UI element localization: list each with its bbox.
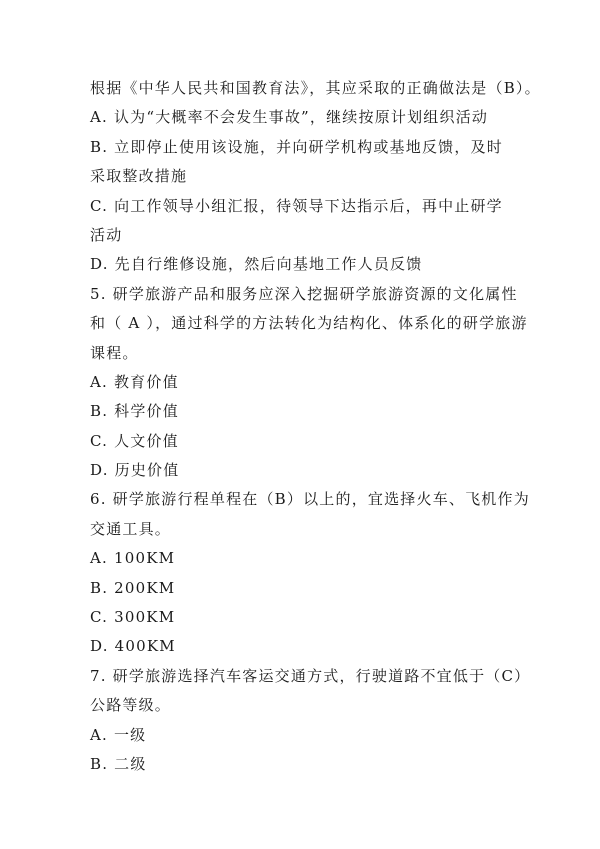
text-line-q4-option-a: A. 认为“大概率不会发生事故”，继续按原计划组织活动: [90, 108, 489, 127]
text-line-q5-stem-cont: 和（ A ），通过科学的方法转化为结构化、体系化的研学旅游: [90, 314, 528, 333]
text-line-q4-option-c-cont: 活动: [90, 225, 123, 244]
text-line-q5-stem-end: 课程。: [90, 343, 139, 362]
text-line-q6-option-b: B. 200KM: [90, 578, 176, 597]
text-line-q4-option-b-cont: 采取整改措施: [90, 167, 188, 186]
text-line-q5-option-d: D. 历史价值: [90, 461, 180, 480]
text-line-q4-stem-end: 根据《中华人民共和国教育法》，其应采取的正确做法是（B）。: [90, 79, 541, 97]
text-line-q7-option-b: B. 二级: [90, 754, 147, 773]
document-body: [90, 74, 541, 779]
text-line-q6-option-a: A. 100KM: [90, 549, 176, 568]
text-line-q4-option-d: D. 先自行维修设施，然后向基地工作人员反馈: [90, 255, 423, 274]
text-line-q6-option-d: D. 400KM: [90, 637, 176, 656]
text-line-q6-stem: 6. 研学旅游行程单程在（B）以上的，宜选择火车、飞机作为: [90, 490, 530, 509]
text-line-q4-option-c: C. 向工作领导小组汇报，待领导下达指示后，再中止研学: [90, 196, 503, 215]
text-line-q6-option-c: C. 300KM: [90, 608, 176, 627]
text-line-q7-option-a: A. 一级: [90, 725, 147, 744]
text-line-q5-stem: 5. 研学旅游产品和服务应深入挖掘研学旅游资源的文化属性: [90, 284, 518, 303]
text-line-q4-option-b: B. 立即停止使用该设施，并向研学机构或基地反馈，及时: [90, 137, 503, 156]
text-line-q5-option-c: C. 人文价值: [90, 431, 179, 450]
text-line-q5-option-b: B. 科学价值: [90, 402, 179, 421]
text-line-q6-stem-end: 交通工具。: [90, 519, 172, 538]
text-line-q7-stem-end: 公路等级。: [90, 696, 172, 715]
text-line-q7-stem: 7. 研学旅游选择汽车客运交通方式，行驶道路不宜低于（C）: [90, 666, 531, 685]
text-line-q5-option-a: A. 教育价值: [90, 372, 179, 391]
